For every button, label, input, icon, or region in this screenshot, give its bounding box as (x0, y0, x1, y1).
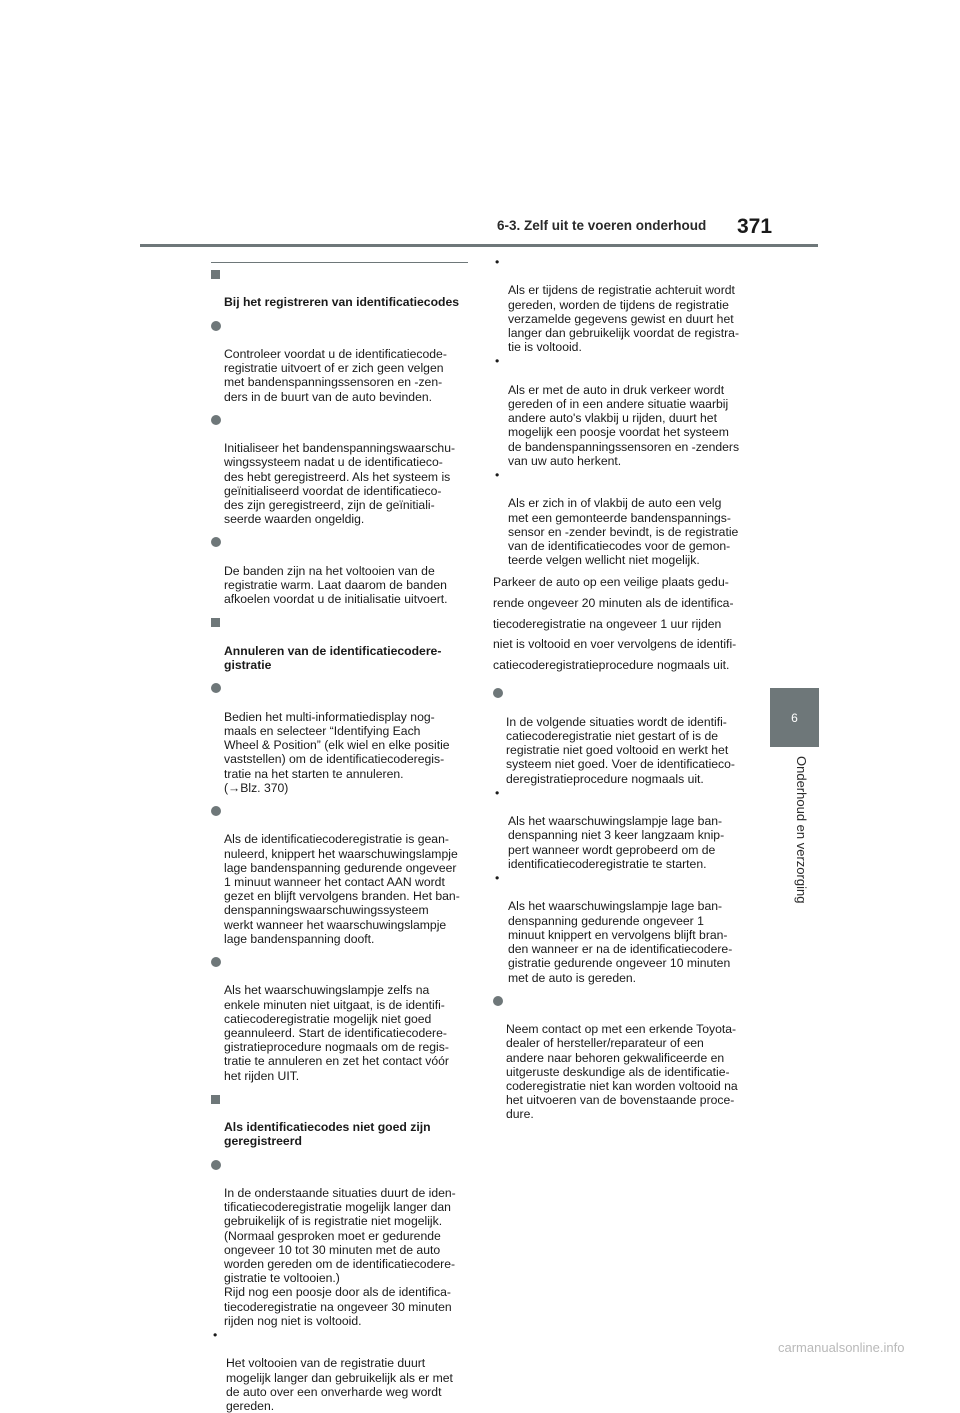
bullet-text: Als er zich in of vlakbij de auto een velg met een gemonteerde bandenspannings- sensor en -zender bevindt, is de registratie van de identificatiecodes voor de gemon- teerde velgen wellicht niet mogelijk. (508, 496, 739, 568)
header-rule (140, 244, 818, 247)
circle-bullet-item (211, 319, 473, 404)
paragraph: Parkeer de auto op een veilige plaats gedu- rende ongeveer 20 minuten als de identifica- tiecoderegistratie na ongeveer 1 uur rijden niet is voltooid en voer vervolgens de identifi- catiecoderegistratieprocedure nogmaals uit. (493, 575, 737, 672)
circle-bullet-item (211, 681, 473, 795)
bullet-dot-icon: • (495, 354, 500, 369)
bullet-dot-icon: • (495, 255, 500, 269)
bullet-dot-icon: • (495, 871, 500, 886)
paragraph-text: Als de identificatiecoderegistratie is gean- nuleerd, knippert het waarschuwingslampje lage bandenspanning gedurende ongeveer 1 minuut wanneer het contact AAN wordt gezet en blijft vervolgens branden. Het ban- denspanningswaarschuwingssysteem werkt wanneer het waarschuwingslampje lage bandenspanning dooft. (224, 832, 460, 946)
section-title: 6-3. Zelf uit te voeren onderhoud (497, 218, 707, 233)
circle-marker-icon (211, 683, 221, 693)
paragraph-text: De banden zijn na het voltooien van de registratie warm. Laat daarom de banden afkoelen voordat u de initialisatie uitvoert. (224, 563, 448, 607)
small-bullet-item (493, 468, 761, 567)
small-bullet-item (493, 255, 761, 354)
paragraph-text: Als het waarschuwingslampje zelfs na enkele minuten niet uitgaat, is de identifi- catiecoderegistratie mogelijk niet goed geannuleerd. Start de identificatiecodere- gistratieprocedure nogmaals om de regis- tratie te annuleren en zet het contact vóór het rijden UIT. (224, 983, 449, 1083)
circle-bullet-item (493, 686, 761, 785)
paragraph-text: In de onderstaande situaties duurt de iden- tificatiecoderegistratie mogelijk langer dan gebruikelijk of is registratie niet mogelijk. (Normaal gesproken moet er gedurende ongeveer 10 tot 30 minuten met de auto worden gereden om de identificatiecodere- gistratie te voltooien.) Rijd nog een poosje door als de identifica- tiecoderegistratie na ongeveer 30 minuten rijden nog niet is voltooid. (224, 1185, 456, 1328)
bullet-dot-icon: • (495, 785, 500, 800)
paragraph-text: Neem contact op met een erkende Toyota- dealer of hersteller/reparateur of een andere naar behoren gekwalificeerde en uitgeruste deskundige als de identificatie- coderegistratie niet kan worden voltooid na het uitvoeren van de bovenstaande proce- dure. (506, 1022, 738, 1122)
chapter-number: 6 (791, 710, 798, 725)
square-marker-icon (211, 1095, 220, 1104)
heading-text: Als identificatiecodes niet goed zijn geregistreerd (224, 1120, 431, 1149)
circle-bullet-item (211, 535, 473, 606)
bullet-text: Als er tijdens de registratie achteruit wordt gereden, worden de tijdens de registratie verzamelde gegevens gewist en duurt het langer dan gebruikelijk voordat de registra- tie is voltooid. (508, 283, 740, 355)
heading-text: Bij het registreren van identificatiecodes (224, 295, 460, 310)
circle-marker-icon (211, 1160, 221, 1170)
left-column (211, 267, 473, 1413)
bullet-text: Het voltooien van de registratie duurt mogelijk langer dan gebruikelijk als er met de auto over een onverharde weg wordt gereden. (226, 1356, 453, 1413)
small-bullet-item (211, 1328, 473, 1413)
circle-marker-icon (211, 415, 221, 425)
circle-bullet-item (211, 413, 473, 527)
section-heading (211, 267, 473, 310)
circle-bullet-item (211, 955, 473, 1083)
watermark-text: carmanualsonline.info (778, 1340, 905, 1355)
paragraph-text: Bedien het multi-informatiedisplay nog- maals en selecteer “Identifying Each Wheel & Position” (elk wiel en elke positie vaststellen) om de identificatiecoderegis- tratie na het starten te annuleren. (→Blz. 370) (224, 709, 450, 795)
circle-marker-icon (493, 688, 503, 698)
bullet-dot-icon: • (213, 1328, 218, 1343)
circle-marker-icon (211, 806, 221, 816)
circle-bullet-item (211, 1158, 473, 1328)
chapter-tab (770, 688, 819, 747)
circle-bullet-item (493, 994, 761, 1122)
bullet-text: Als het waarschuwingslampje lage ban- denspanning gedurende ongeveer 1 minuut knippert en vervolgens blijft bran- den wanneer er na de identificatiecodere- gistratie gedurende ongeveer 10 minuten met de auto is gereden. (508, 899, 733, 985)
small-bullet-item (493, 871, 761, 985)
circle-marker-icon (493, 996, 503, 1006)
heading-text: Annuleren van de identificatiecodere- gistratie (224, 643, 442, 673)
bullet-dot-icon: • (495, 468, 500, 483)
small-bullet-item (493, 354, 761, 468)
bullet-text: Als er met de auto in druk verkeer wordt gereden of in een andere situatie waarbij andere auto's vlakbij u rijden, duurt het mogelijk een poosje voordat het systeem de bandenspanningssensoren en -zenders van uw auto herkent. (508, 382, 740, 468)
page-number: 371 (737, 215, 773, 238)
right-column (493, 255, 761, 1131)
square-marker-icon (211, 270, 220, 279)
section-heading (211, 1092, 473, 1149)
chapter-side-label: Onderhoud en verzorging (794, 756, 809, 904)
column-top-rule (211, 262, 468, 263)
paragraph-text: Controleer voordat u de identificatiecode- registratie uitvoert of er zich geen velgen met bandenspanningssensoren en -zen- ders in de buurt van de auto bevinden. (224, 347, 447, 404)
bullet-text: Als het waarschuwingslampje lage ban- denspanning niet 3 keer langzaam knip- pert wanneer wordt geprobeerd om de identificatiecoderegistratie te starten. (508, 814, 725, 871)
small-bullet-item (493, 786, 761, 871)
paragraph-text: In de volgende situaties wordt de identifi- catiecoderegistratie niet gestart of is de registratie niet goed voltooid en werkt het systeem niet goed. Voer de identificatieco- deregistratieprocedure nogmaals uit. (506, 714, 735, 786)
circle-marker-icon (211, 321, 221, 331)
square-marker-icon (211, 618, 220, 627)
section-heading (211, 615, 473, 672)
circle-marker-icon (211, 537, 221, 547)
circle-marker-icon (211, 957, 221, 967)
circle-bullet-item (211, 804, 473, 946)
paragraph-text: Initialiseer het bandenspanningswaarschu- wingssysteem nadat u de identificatieco- des hebt geregistreerd. Als het systeem is geïnitialiseerd voordat de identificatieco- des zijn geregistreerd, zijn de geïnitiali- seerde waarden ongeldig. (224, 441, 456, 527)
